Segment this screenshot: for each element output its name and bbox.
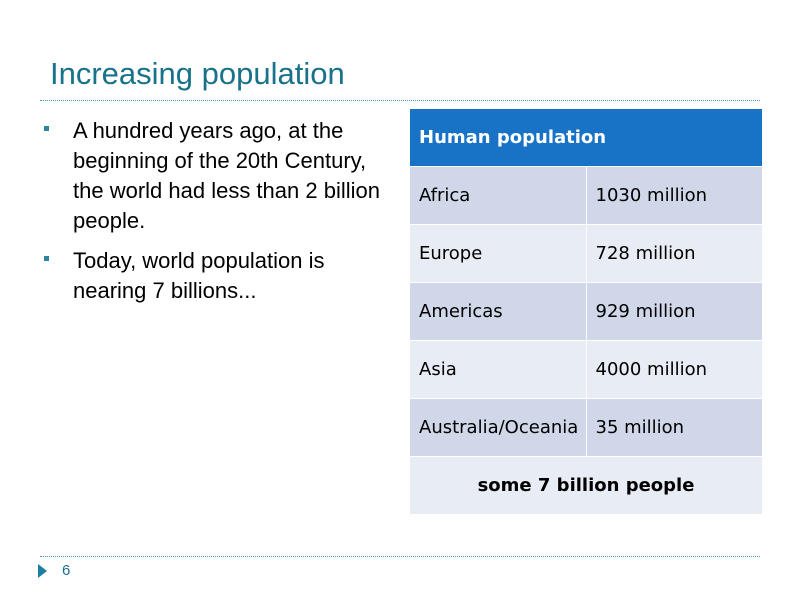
bullet-square-icon (44, 126, 49, 131)
bullet-text: Today, world population is nearing 7 billions... (73, 248, 325, 303)
bullet-list (44, 116, 384, 316)
region-cell: Africa (410, 167, 587, 225)
population-cell: 929 million (586, 283, 763, 341)
population-cell: 1030 million (586, 167, 763, 225)
bullet-item (44, 116, 384, 236)
population-cell: 728 million (586, 225, 763, 283)
region-cell: Asia (410, 341, 587, 399)
play-arrow-icon (38, 564, 47, 578)
population-cell: 35 million (586, 399, 763, 457)
population-table (409, 108, 763, 515)
table-total-row (410, 457, 763, 515)
bullet-item (44, 246, 384, 306)
bullet-square-icon (44, 256, 49, 261)
table-row (410, 341, 763, 399)
region-cell: Europe (410, 225, 587, 283)
table-header: Human population (410, 109, 763, 167)
bullet-text: A hundred years ago, at the beginning of the 20th Century, the world had less than 2 billion people. (73, 118, 380, 233)
top-dotted-divider (40, 100, 760, 101)
slide-title: Increasing population (50, 56, 345, 91)
region-cell: Americas (410, 283, 587, 341)
table-row (410, 399, 763, 457)
bottom-dotted-divider (40, 556, 760, 557)
region-cell: Australia/Oceania (410, 399, 587, 457)
table-header-row (410, 109, 763, 167)
total-cell: some 7 billion people (410, 457, 763, 515)
table-row (410, 225, 763, 283)
page-number: 6 (62, 562, 71, 579)
table-row (410, 283, 763, 341)
table-row (410, 167, 763, 225)
population-cell: 4000 million (586, 341, 763, 399)
